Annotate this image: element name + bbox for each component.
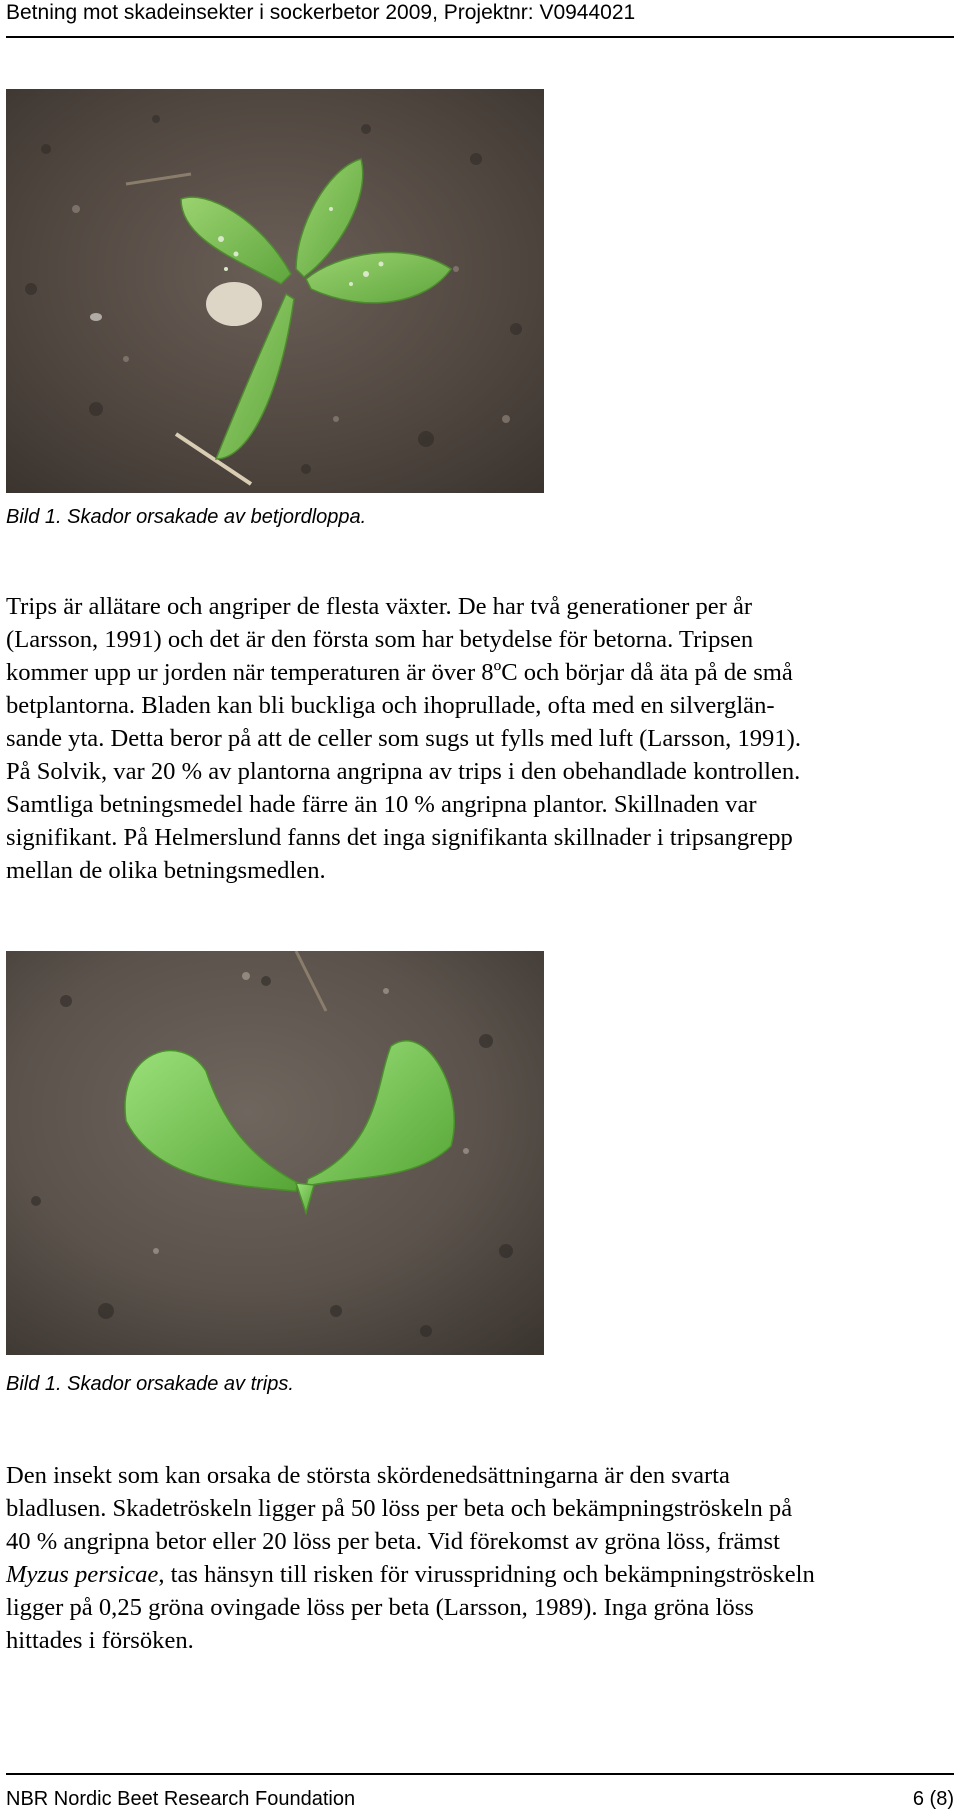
body-paragraph-trips <box>6 590 956 887</box>
text-line: mellan de olika betningsmedlen. <box>6 857 326 884</box>
text-line <box>6 1558 956 1591</box>
footer-rule <box>6 1773 954 1775</box>
seed-husk <box>206 282 262 326</box>
footer-organization: NBR Nordic Beet Research Foundation <box>6 1788 356 1810</box>
text-line: (Larsson, 1991) och det är den första som har betydelse för betorna. Tripsen <box>6 626 754 653</box>
text-line: Samtliga betningsmedel hade färre än 10 % angripna plantor. Skillnaden var <box>6 791 757 818</box>
text-line: På Solvik, var 20 % av plantorna angripna av trips i den obehandlade kontrollen. <box>6 758 801 785</box>
text-line: kommer upp ur jorden när temperaturen är över 8ºC och börjar då äta på de små <box>6 659 793 686</box>
photo-thrips-damage <box>6 951 544 1355</box>
header-rule <box>6 36 954 38</box>
figure-caption: Bild 1. Skador orsakade av betjordloppa. <box>6 506 367 528</box>
photo-flea-beetle-damage <box>6 89 544 493</box>
text-line: 40 % angripna betor eller 20 löss per beta. Vid förekomst av gröna löss, främst <box>6 1528 780 1555</box>
soil-background <box>6 951 544 1355</box>
soil-background <box>6 89 544 493</box>
text-line: bladlusen. Skadetröskeln ligger på 50 löss per beta och bekämpningströskeln på <box>6 1495 793 1522</box>
text-line: Den insekt som kan orsaka de största skördenedsättningarna är den svarta <box>6 1462 730 1489</box>
running-header: Betning mot skadeinsekter i sockerbetor 2009, Projektnr: V0944021 <box>6 1 636 24</box>
body-paragraph-bladlus <box>6 1459 956 1657</box>
species-name: Myzus persicae <box>6 1561 159 1588</box>
text-line: Trips är allätare och angriper de flesta växter. De har två generationer per år <box>6 593 753 620</box>
text-line: betplantorna. Bladen kan bli buckliga och ihoprullade, ofta med en silverglän- <box>6 692 775 719</box>
text-line: sande yta. Detta beror på att de celler som sugs ut fylls med luft (Larsson, 1991). <box>6 725 801 752</box>
text-line: hittades i försöken. <box>6 1627 194 1654</box>
text-fragment: , tas hänsyn till risken för virusspridning och bekämpningströskeln <box>158 1561 815 1588</box>
figure-caption: Bild 1. Skador orsakade av trips. <box>6 1373 294 1395</box>
page-number: 6 (8) <box>912 1788 954 1810</box>
text-line: ligger på 0,25 gröna ovingade löss per beta (Larsson, 1989). Inga gröna löss <box>6 1594 754 1621</box>
text-line: signifikant. På Helmerslund fanns det inga signifikanta skillnader i tripsangrepp <box>6 824 793 851</box>
